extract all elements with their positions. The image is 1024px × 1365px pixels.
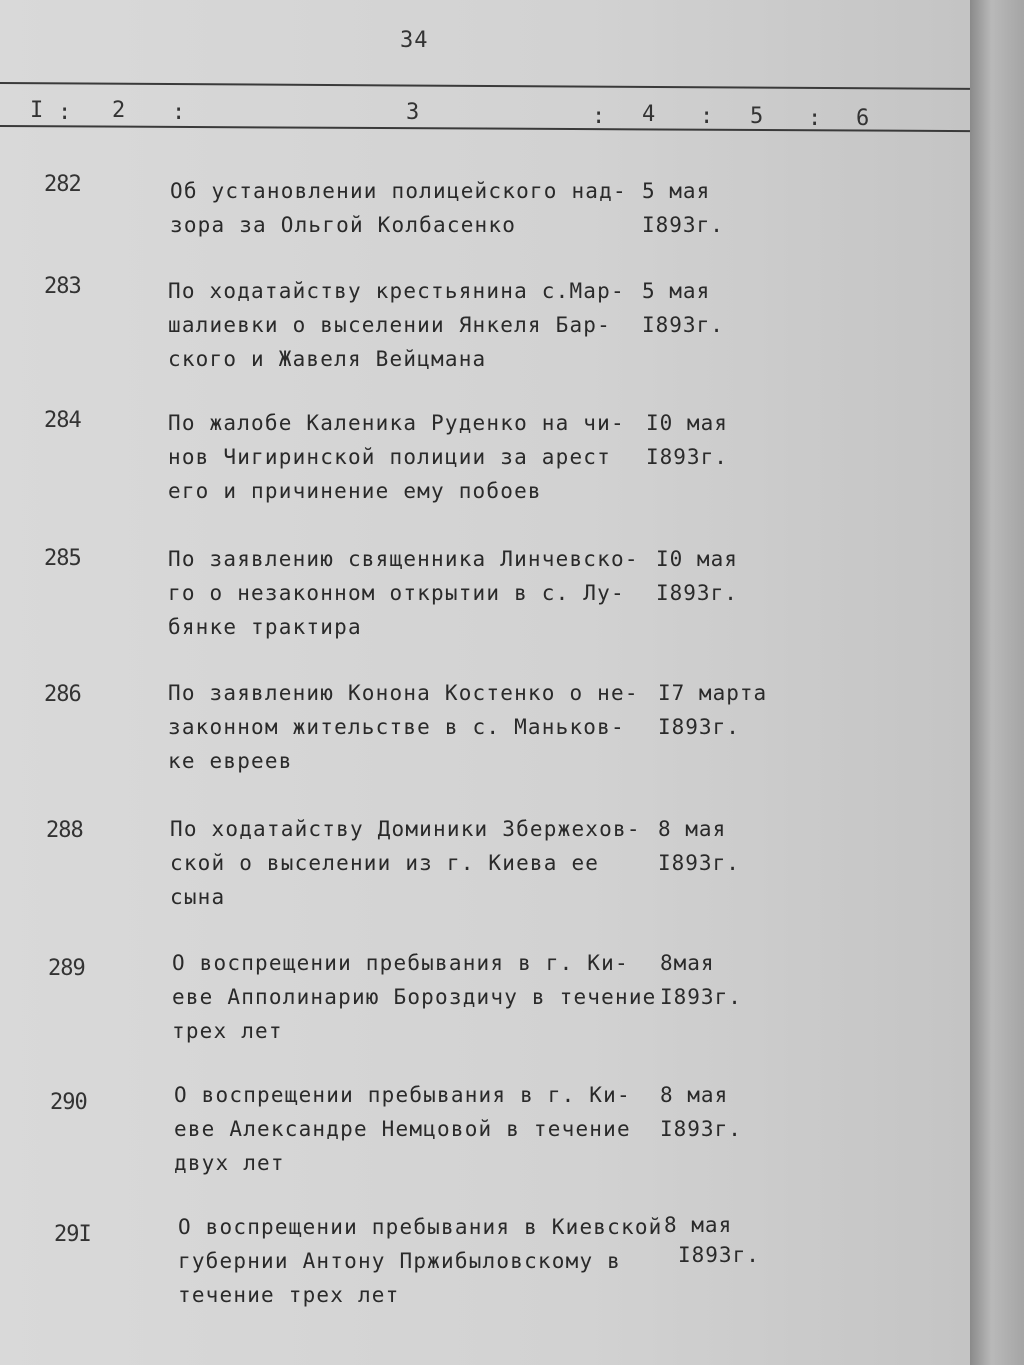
column-separator: :	[808, 106, 822, 131]
column-separator: :	[700, 104, 714, 129]
record-title-line: еве Апполинарию Бороздичу в течение	[172, 985, 657, 1009]
column-header-3: 3	[406, 100, 420, 125]
record-number: 284	[44, 408, 81, 433]
record-title-line: О воспрещении пребывания в г. Ки-	[174, 1083, 631, 1107]
record-number: 290	[50, 1090, 87, 1115]
record-title-line: го о незаконном открытии в с. Лу-	[168, 581, 625, 605]
record-number: 285	[44, 546, 81, 571]
record-date-line: 8мая	[660, 951, 715, 975]
record-title-line: зора за Ольгой Колбасенко	[170, 213, 517, 237]
record-title-line: По жалобе Каленика Руденко на чи-	[168, 411, 625, 435]
record-title	[168, 406, 625, 508]
record-title-line: бянке трактира	[168, 615, 362, 639]
record-title-line: сына	[170, 885, 226, 909]
record-title-line: его и причинение ему побоев	[168, 479, 542, 503]
column-header-5: 5	[750, 104, 764, 129]
record-date	[646, 406, 728, 474]
record-number: 286	[44, 682, 81, 707]
column-separator: :	[58, 100, 72, 125]
column-header-2: 2	[112, 98, 126, 123]
record-number: 283	[44, 274, 81, 299]
record-date-line: I893г.	[646, 445, 728, 469]
record-date-line: 8 мая	[658, 817, 727, 841]
column-header-1: I	[30, 98, 44, 123]
column-separator: :	[592, 104, 606, 129]
record-date-line: I893г.	[660, 985, 742, 1009]
record-title-line: ского и Жавеля Вейцмана	[168, 347, 487, 371]
record-date-line: 8 мая	[660, 1083, 729, 1107]
record-date-line: I893г.	[660, 1117, 742, 1141]
column-header-4: 4	[642, 102, 656, 127]
record-title-line: О воспрещении пребывания в Киевской	[178, 1215, 663, 1239]
record-title-line: По ходатайству крестьянина с.Мар-	[168, 279, 625, 303]
record-title-line: шалиевки о выселении Янкеля Бар-	[168, 313, 611, 337]
record-title-line: двух лет	[174, 1151, 285, 1175]
record-date-line: I893г.	[642, 313, 724, 337]
column-separator: :	[172, 100, 186, 125]
record-date	[664, 1210, 760, 1270]
record-title-line: ке евреев	[168, 749, 293, 773]
record-title-line: трех лет	[172, 1019, 283, 1043]
record-date	[642, 174, 724, 242]
record-title-line: По ходатайству Доминики Збержехов-	[170, 817, 641, 841]
record-number: 282	[44, 172, 81, 197]
record-title	[168, 274, 625, 376]
record-title	[174, 1078, 631, 1180]
record-date-line: 8 мая	[664, 1213, 733, 1237]
record-title	[178, 1210, 663, 1312]
record-number: 288	[46, 818, 83, 843]
record-title-line: течение трех лет	[178, 1283, 400, 1307]
page-number: 34	[400, 28, 429, 53]
record-date	[658, 812, 740, 880]
record-title-line: По заявлению Конона Костенко о не-	[168, 681, 639, 705]
record-title-line: еве Александре Немцовой в течение	[174, 1117, 631, 1141]
record-date	[642, 274, 724, 342]
record-date	[660, 946, 742, 1014]
record-title-line: нов Чигиринской полиции за арест	[168, 445, 611, 469]
record-date-line: I893г.	[658, 851, 740, 875]
page-edge-shadow	[970, 0, 1024, 1365]
record-title-line: О воспрещении пребывания в г. Ки-	[172, 951, 629, 975]
record-date-line: 5 мая	[642, 279, 711, 303]
record-title	[168, 542, 639, 644]
record-number: 289	[48, 956, 85, 981]
record-date-line: I893г.	[656, 581, 738, 605]
record-date-line: I7 марта	[658, 681, 768, 705]
record-date	[656, 542, 738, 610]
header-rule-top	[0, 82, 970, 90]
record-date-line: I893г.	[642, 213, 724, 237]
record-date	[660, 1078, 742, 1146]
record-date-line: I0 мая	[646, 411, 728, 435]
record-title-line: ской о выселении из г. Киева ее	[170, 851, 600, 875]
header-rule-bottom	[0, 125, 970, 132]
record-date-line: 5 мая	[642, 179, 711, 203]
record-title-line: Об установлении полицейского над-	[170, 179, 627, 203]
column-header-6: 6	[856, 106, 870, 131]
record-title	[170, 812, 641, 914]
record-title	[170, 174, 627, 242]
record-number: 29I	[54, 1222, 91, 1247]
record-title	[172, 946, 657, 1048]
record-title-line: законном жительстве в с. Маньков-	[168, 715, 625, 739]
record-date	[658, 676, 767, 744]
record-date-line: I893г.	[678, 1243, 760, 1267]
record-title-line: губернии Антону Пржибыловскому в	[178, 1249, 621, 1273]
record-title	[168, 676, 639, 778]
record-date-line: I893г.	[658, 715, 740, 739]
record-date-line: I0 мая	[656, 547, 738, 571]
record-title-line: По заявлению священника Линчевско-	[168, 547, 639, 571]
